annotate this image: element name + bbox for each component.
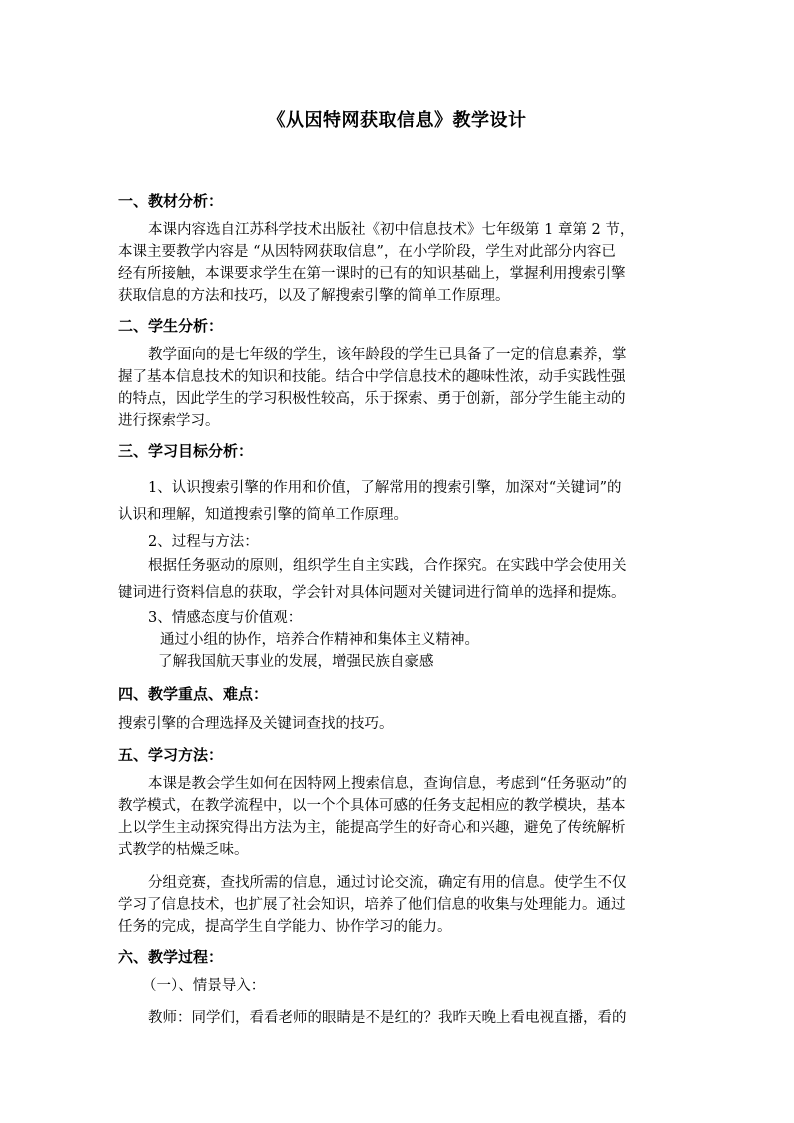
- paragraph-line: 经有所接触，本课要求学生在第一课时的已有的知识基础上，掌握利用搜索引擎: [118, 266, 626, 282]
- paragraph-line: 任务的完成，提高学生自学能力、协作学习的能力。: [118, 919, 452, 935]
- section-heading-teaching-process: 六、教学过程：: [118, 948, 224, 966]
- section-heading-student-analysis: 二、学生分析：: [118, 317, 224, 335]
- paragraph-line: 教学面向的是七年级的学生，该年龄段的学生已具备了一定的信息素养，掌: [148, 347, 627, 363]
- paragraph-line: 握了基本信息技术的知识和技能。结合中学信息技术的趣味性浓，动手实践性强: [118, 369, 626, 385]
- section-heading-textbook-analysis: 一、教材分析：: [118, 192, 224, 210]
- section-heading-key-points: 四、教学重点、难点：: [118, 685, 269, 703]
- paragraph-line: 1、认识搜索引擎的作用和价值，了解常用的搜索引擎，加深对“关键词”的: [148, 480, 622, 496]
- paragraph-line: 的特点，因此学生的学习积极性较高，乐于探索、勇于创新，部分学生能主动的: [118, 391, 626, 407]
- paragraph-line: 了解我国航天事业的发展，增强民族自豪感: [158, 654, 434, 670]
- paragraph-line: 搜索引擎的合理选择及关键词查找的技巧。: [118, 716, 394, 732]
- paragraph-line: 教学模式，在教学流程中，以一个个具体可感的任务支起相应的教学模块，基本: [118, 798, 626, 814]
- section-heading-learning-objectives: 三、学习目标分析：: [118, 442, 254, 460]
- paragraph-line: 通过小组的协作，培养合作精神和集体主义精神。: [160, 632, 479, 648]
- section-heading-learning-methods: 五、学习方法：: [118, 746, 224, 764]
- paragraph-line: 本课主要教学内容是 “从因特网获取信息”，在小学阶段，学生对此部分内容已: [118, 244, 616, 260]
- paragraph-line: 式教学的枯燥乏味。: [118, 842, 249, 858]
- paragraph-line: 本课是教会学生如何在因特网上搜索信息，查询信息，考虑到“任务驱动”的: [148, 776, 627, 792]
- paragraph-line: 获取信息的方法和技巧，以及了解搜索引擎的简单工作原理。: [118, 288, 510, 304]
- subheading-process-method: 2、过程与方法：: [148, 534, 259, 550]
- document-title: 《从因特网获取信息》教学设计: [267, 110, 527, 131]
- paragraph-line: 进行探索学习。: [118, 413, 220, 429]
- paragraph-line: 教师：同学们，看看老师的眼睛是不是红的？我昨天晚上看电视直播，看的: [148, 1010, 627, 1026]
- paragraph-line: 根据任务驱动的原则，组织学生自主实践，合作探究。在实践中学会使用关: [148, 558, 627, 574]
- paragraph-line: 认识和理解，知道搜索引擎的简单工作原理。: [118, 507, 408, 523]
- subheading-emotion-values: 3、情感态度与价值观：: [148, 610, 303, 626]
- paragraph-line: 分组竞赛，查找所需的信息，通过讨论交流，确定有用的信息。使学生不仅: [148, 875, 627, 891]
- paragraph-line: 键词进行资料信息的获取，学会针对具体问题对关键词进行简单的选择和提炼。: [118, 585, 626, 601]
- paragraph-line: 上以学生主动探究得出方法为主，能提高学生的好奇心和兴趣，避免了传统解析: [118, 820, 626, 836]
- subheading-scenario-intro: （一）、情景导入：: [142, 978, 266, 994]
- paragraph-line: 学习了信息技术，也扩展了社会知识，培养了他们信息的收集与处理能力。通过: [118, 897, 626, 913]
- paragraph-line: 本课内容选自江苏科学技术出版社《初中信息技术》七年级第 1 章第 2 节，: [148, 222, 635, 238]
